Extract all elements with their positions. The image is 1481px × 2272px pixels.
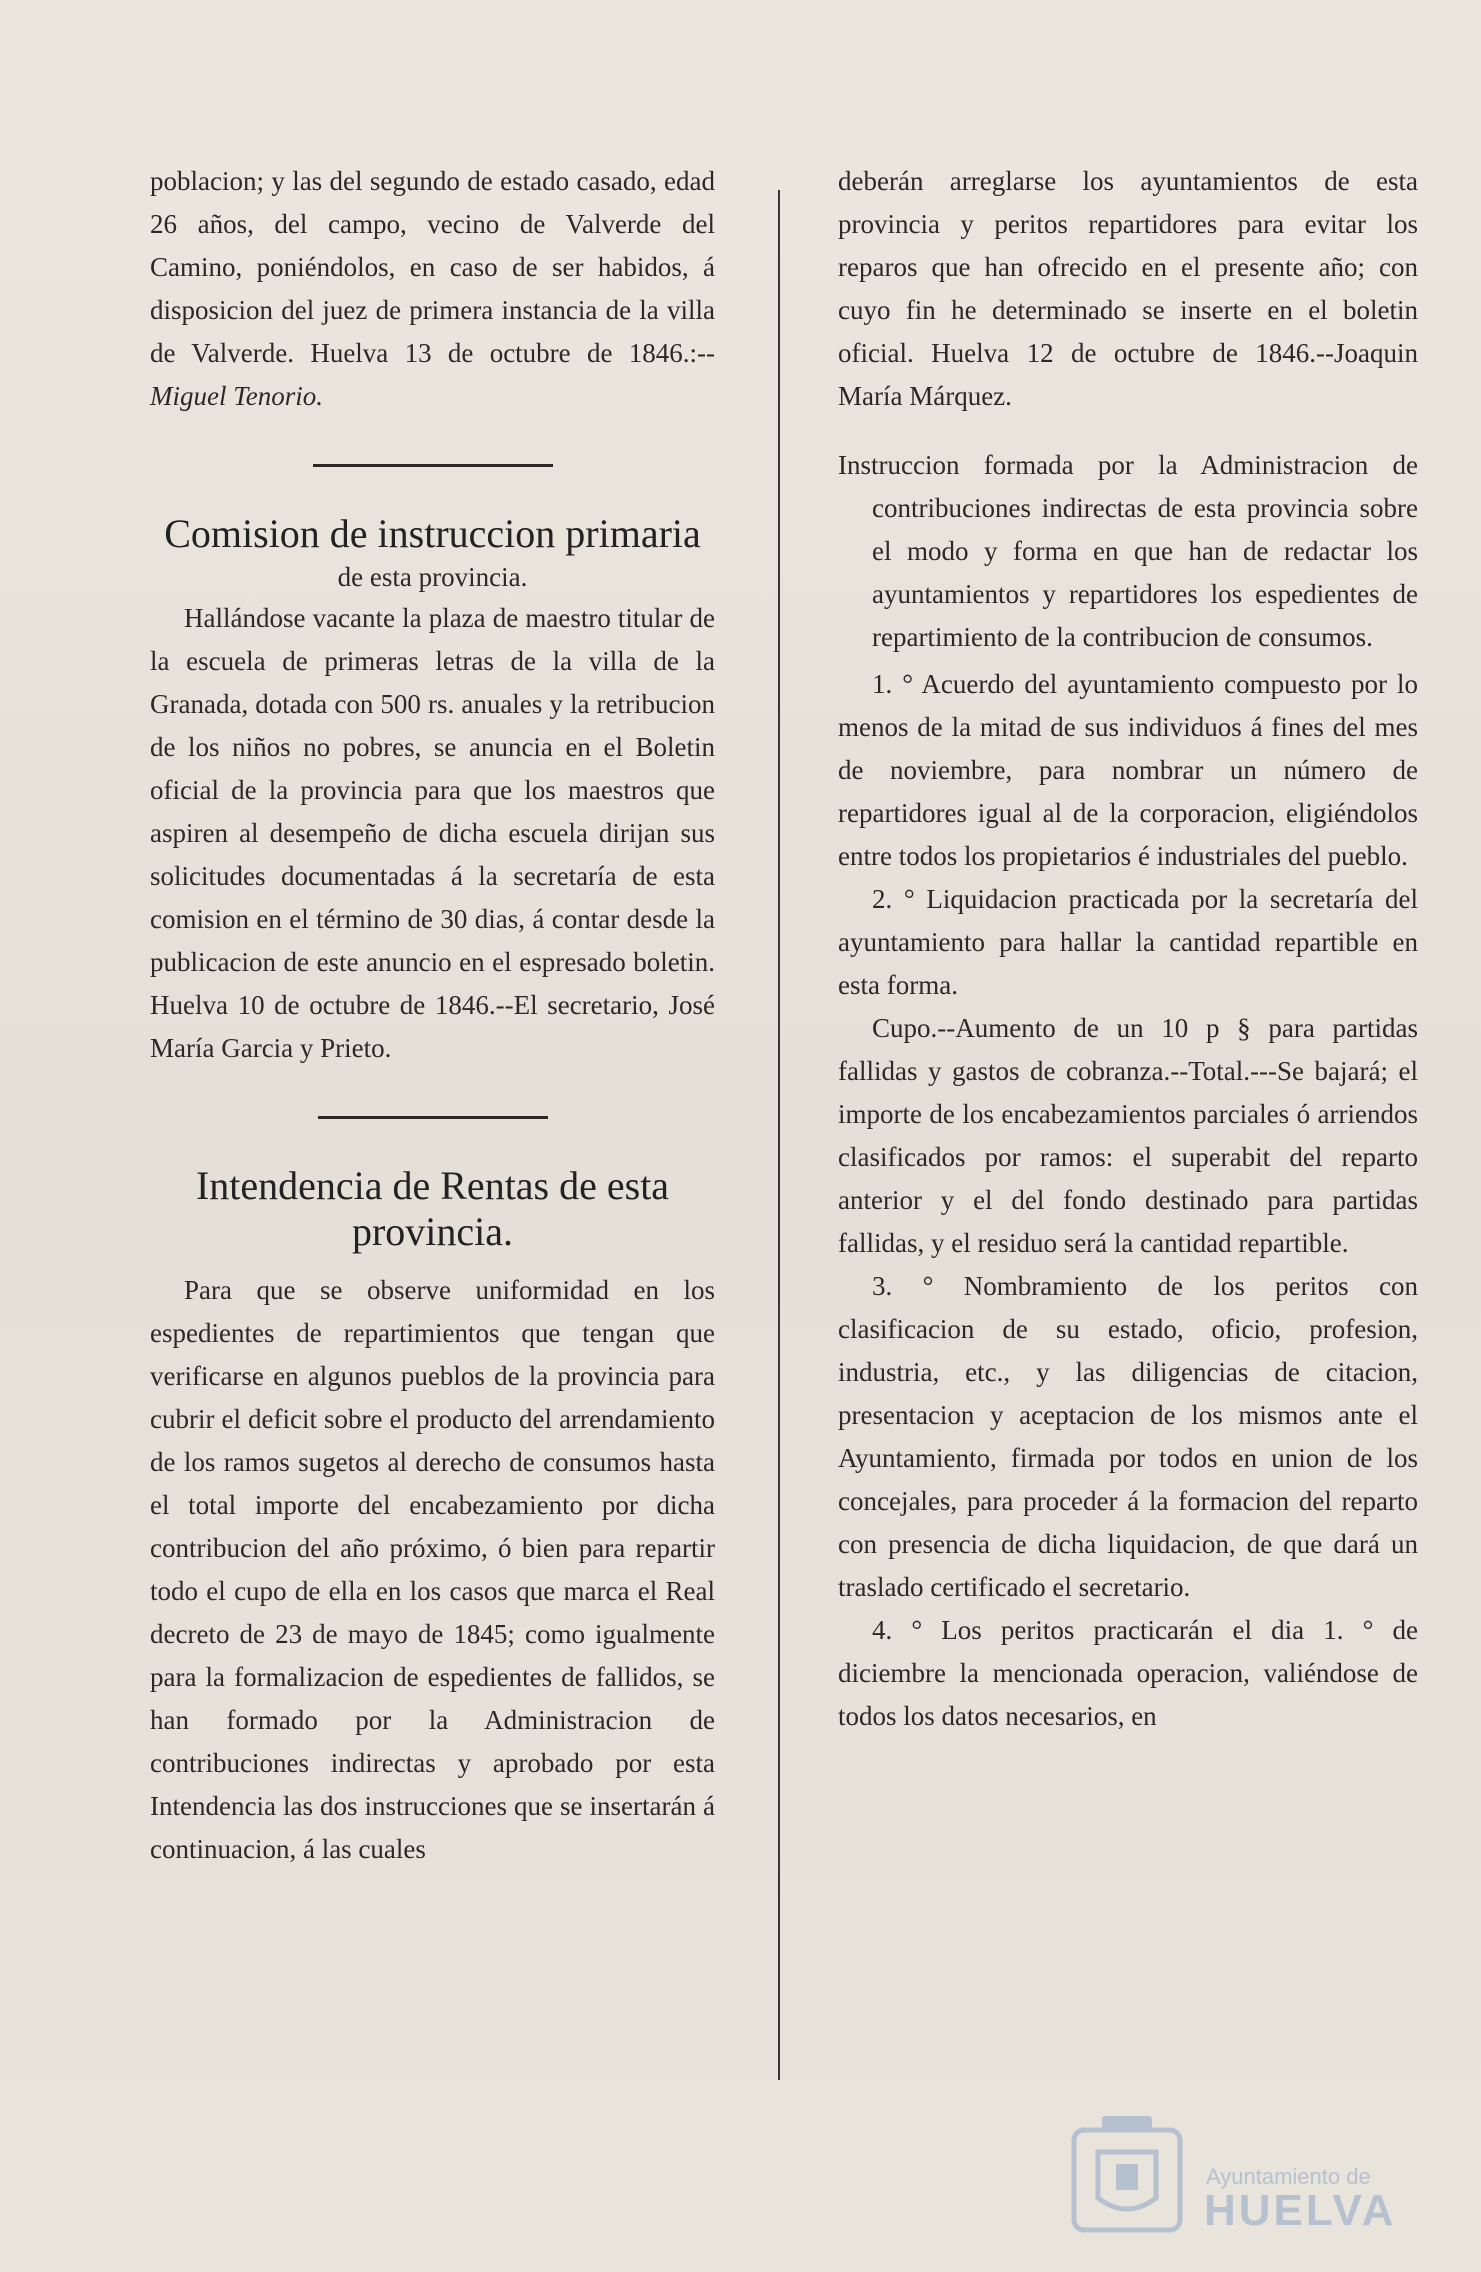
instruction-item-2: 2. ° Liquidacion practicada por la secretaría del ayuntamiento para hallar la cantidad repartible en esta forma. [838, 884, 1418, 1000]
instruction-item-2-detail: Cupo.--Aumento de un 10 p § para partidas fallidas y gastos de cobranza.--Total.---Se bajará; el importe de los encabezamientos parciales ó arriendos clasificados por ramos: el superabit del reparto anterior y el del fondo destinado para partidas fallidas, y el residuo será la cantidad repartible. [838, 1013, 1418, 1258]
section2-body: Para que se observe uniformidad en los espedientes de repartimientos que tengan que verificarse en algunos pueblos de la provincia para cubrir el deficit sobre el producto del arrendamiento de los ramos sugetos al derecho de consumos hasta el total importe del encabezamiento por dicha contribucion del año próximo, ó bien para repartir todo el cupo de ella en los casos que marca el Real decreto de 23 de mayo de 1845; como igualmente para la formalizacion de espedientes de fallidos, se han formado por la Administracion de contribuciones indirectas y aprobado por esta Intendencia las dos instrucciones que se insertarán á continuacion, á las cuales [150, 1275, 715, 1864]
instruction-item-4: 4. ° Los peritos practicarán el dia 1. ° de diciembre la mencionada operacion, valiéndose de todos los datos necesarios, en [838, 1615, 1418, 1731]
section1-heading: Comision de instruccion primaria [164, 511, 701, 556]
instruction-item-1: 1. ° Acuerdo del ayuntamiento compuesto por lo menos de la mitad de sus individuos á fines del mes de noviembre, para nombrar un número de repartidores igual al de la corporacion, eligiéndolos entre todos los propietarios é industriales del pueblo. [838, 669, 1418, 871]
ayuntamiento-watermark [1068, 2112, 1408, 2236]
column-divider [778, 190, 780, 2080]
instruction-title: Instruccion formada por la Administracion de contribuciones indirectas de esta provincia sobre el modo y forma en que han de redactar los ayuntamientos y repartidores los espedientes de repartimiento de la contribucion de consumos. [838, 450, 1418, 652]
intro-signature: Miguel Tenorio. [150, 381, 324, 411]
section-divider [318, 1116, 548, 1119]
section-divider [313, 464, 553, 467]
section1-subheading: de esta provincia. [337, 562, 528, 592]
section2-heading: Intendencia de Rentas de esta provincia. [195, 1163, 670, 1254]
right-column [838, 160, 1418, 1738]
instruction-item-3: 3. ° Nombramiento de los peritos con clasificacion de su estado, oficio, profesion, industria, etc., y las diligencias de citacion, presentacion y aceptacion de los mismos ante el Ayuntamiento, firmada por todos en union de los concejales, para proceder á la formacion del reparto con presencia de dicha liquidacion, de que dará un traslado certificado el secretario. [838, 1271, 1418, 1602]
intro-paragraph [150, 160, 715, 418]
left-column [150, 160, 715, 1871]
coat-of-arms-icon [1068, 2112, 1186, 2236]
continuation-paragraph: deberán arreglarse los ayuntamientos de esta provincia y peritos repartidores para evitar los reparos que han ofrecido en el presente año; con cuyo fin he determinado se inserte en el boletin oficial. Huelva 12 de octubre de 1846.--Joaquin María Márquez. [838, 166, 1418, 411]
watermark-bottom-text: HUELVA [1204, 2186, 1397, 2235]
watermark-top-text: Ayuntamiento de [1206, 2164, 1371, 2189]
section1-body: Hallándose vacante la plaza de maestro titular de la escuela de primeras letras de la villa de la Granada, dotada con 500 rs. anuales y la retribucion de los niños no pobres, se anuncia en el Boletin oficial de la provincia para que los maestros que aspiren al desempeño de dicha escuela dirijan sus solicitudes documentadas á la secretaría de esta comision en el término de 30 dias, á contar desde la publicacion de este anuncio en el espresado boletin. Huelva 10 de octubre de 1846.--El secretario, José María Garcia y Prieto. [150, 603, 715, 1063]
intro-text: poblacion; y las del segundo de estado casado, edad 26 años, del campo, vecino de Valverde del Camino, poniéndolos, en caso de ser habidos, á disposicion del juez de primera instancia de la villa de Valverde. Huelva 13 de octubre de 1846.:-- [150, 166, 715, 368]
